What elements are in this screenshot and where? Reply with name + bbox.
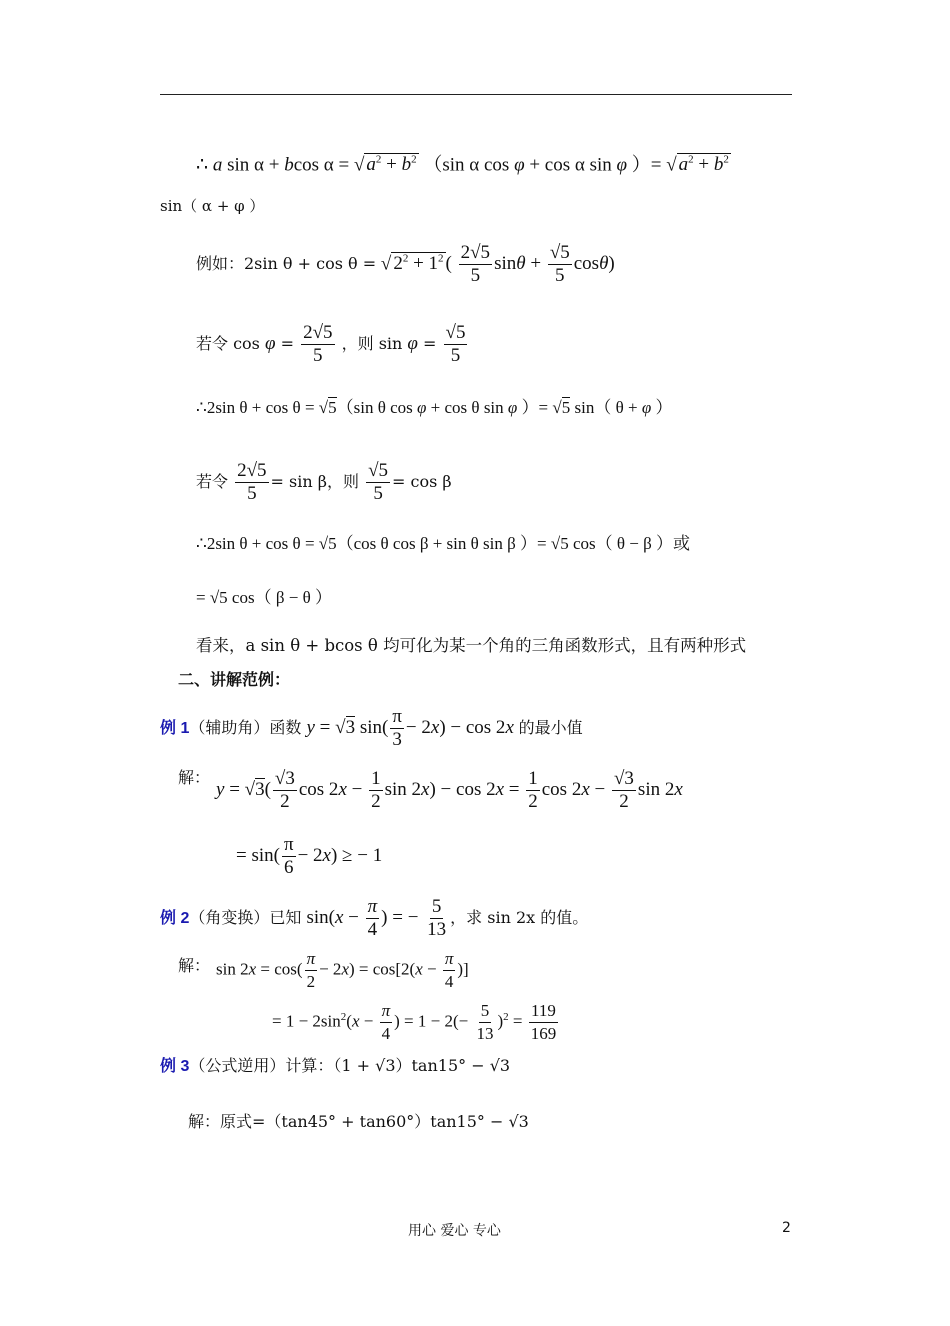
example-2: 例 2（角变换）已知 sin(x − $\frac{\pi}{4}$ ) = − $\frac{5}{13}$ ，求 sin 2x 的值。 xyxy=(160,896,589,940)
derivation-line-2: ∴2sin θ + cos θ = √5（cos θ cos β + sin θ sin β ）= √5 cos（ θ − β ）或 xyxy=(196,534,690,553)
let-line-1: 若令 cos φ = $\frac{2√5}{5}$ ，则 sin φ = $\frac{√5}{5}$ xyxy=(196,322,466,366)
identity-line: ∴ a sin α + bcos α = √ $a^2 + b^2$ （sin α cos φ + cos α sin φ ）= √ $a^2 + b^2$ xyxy=(196,154,729,176)
solution-label-1: 解： xyxy=(178,768,211,787)
example-1-solution-2: = sin( $\frac{\pi}{6}$ − 2x) ≥ − 1 xyxy=(236,834,383,878)
example-2-solution-2: = $1 - 2\sin^2(x$ − $\frac{\pi}{4}$ ) = 1 − 2(− $\frac{5}{13}$ )$^2$ = $\frac{119}{169}$ xyxy=(272,1001,557,1043)
example-line: 例如：2sin θ + cos θ = √ $2^2 + 1^2$ ( $\frac{2√5}{5}$ sinθ + $\frac{√5}{5}$ cosθ) xyxy=(196,242,615,286)
page-number: 2 xyxy=(782,1220,791,1236)
example-2-solution-1: sin 2x = cos( $\frac{\pi}{2}$ − 2x) = cos[2(x − $\frac{\pi}{4}$ )] xyxy=(216,949,469,991)
solution-label-2: 解： xyxy=(178,956,211,975)
conclusion-line: 看来，a sin θ + bcos θ 均可化为某一个角的三角函数形式，且有两种形式 xyxy=(196,636,747,655)
identity-line-cont: sin（ α + φ ） xyxy=(160,197,265,215)
example-3-solution: 解：原式=（tan45° + tan60°）tan15° − √3 xyxy=(188,1112,529,1131)
example-1-label: 例 1 xyxy=(160,719,190,737)
example-1: 例 1（辅助角）函数 y = √3 sin( $\frac{\pi}{3}$ − 2x) − cos 2x 的最小值 xyxy=(160,706,583,750)
section-heading: 二、讲解范例： xyxy=(178,670,291,689)
example-3-label: 例 3 xyxy=(160,1058,190,1075)
derivation-line-3: = √5 cos（ β − θ ） xyxy=(196,588,332,607)
example-3: 例 3（公式逆用）计算：（1 + √3）tan15° − √3 xyxy=(160,1056,511,1075)
let-line-2: 若令 $\frac{2√5}{5}$ = sin β，则 $\frac{√5}{5}$ = cos β xyxy=(196,460,452,504)
example-2-label: 例 2 xyxy=(160,909,190,927)
header-rule xyxy=(160,94,792,95)
footer-text: 用心 爱心 专心 xyxy=(408,1223,501,1239)
derivation-line-1: ∴2sin θ + cos θ = √5（sin θ cos φ + cos θ sin φ ）= √5 sin（ θ + φ ） xyxy=(196,398,673,417)
example-1-solution-1: y = √3( $\frac{√3}{2}$ cos 2x − $\frac{1}{2}$ sin 2x) − cos 2x = $\frac{1}{2}$ cos 2x − $\frac{√3}{2}$ sin 2x xyxy=(216,768,683,812)
